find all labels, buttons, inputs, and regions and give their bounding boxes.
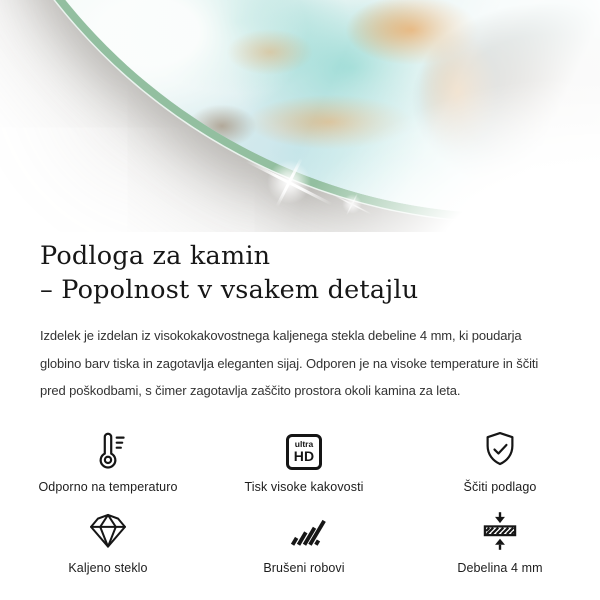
feature-item-thickness	[402, 507, 598, 575]
product-description-block	[0, 239, 600, 575]
diamond-icon	[86, 507, 130, 553]
thermometer-icon	[86, 426, 130, 472]
feature-item-print-quality	[206, 426, 402, 494]
feature-label: Ščiti podlago	[463, 479, 537, 494]
product-hero-image	[0, 0, 600, 232]
feature-item-protection	[402, 426, 598, 494]
page-title	[40, 239, 560, 307]
feature-label: Kaljeno steklo	[68, 560, 148, 575]
page-title-line1: Podloga za kamin	[40, 241, 271, 271]
features-grid	[10, 426, 560, 575]
marble-artwork	[0, 0, 600, 222]
feature-item-polished-edges	[206, 507, 402, 575]
feature-label: Odporno na temperaturo	[38, 479, 178, 494]
ultra-hd-badge	[286, 434, 322, 470]
feature-label: Debelina 4 mm	[457, 560, 543, 575]
ultra-hd-badge-bottom-text: HD	[293, 448, 315, 464]
feature-item-tempered-glass	[10, 507, 206, 575]
page-title-line2: – Popolnost v vsakem detajlu	[40, 275, 419, 305]
ultra-hd-badge-top-text: ultra	[294, 439, 314, 449]
brushed-edges-icon	[282, 507, 326, 553]
feature-item-temperature	[10, 426, 206, 494]
product-description-text: Izdelek je izdelan iz visokokakovostnega kaljenega stekla debeline 4 mm, ki poudarja globino barv tiska in zagotavlja eleganten sijaj. Odporen je na visoke temperature in ščiti pred poškodbami, s čimer zagotavlja zaščito prostora okoli kamina za leta.	[40, 328, 539, 398]
glass-panel-photo	[0, 0, 600, 222]
feature-label: Brušeni robovi	[263, 560, 345, 575]
shield-check-icon	[478, 426, 522, 472]
ultra-hd-icon	[286, 426, 322, 472]
thickness-press-icon	[478, 507, 522, 553]
feature-label: Tisk visoke kakovosti	[244, 479, 364, 494]
